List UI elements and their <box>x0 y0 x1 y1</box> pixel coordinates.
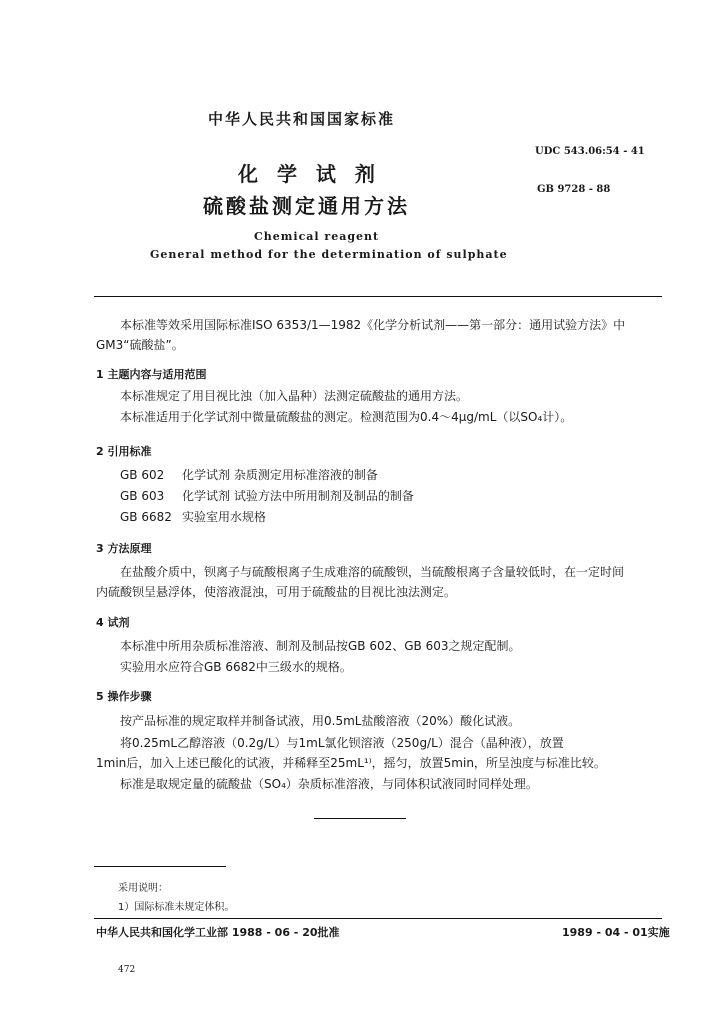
footnote-text: 1）国际标准未规定体积。 <box>118 902 235 913</box>
page-number: 472 <box>118 965 136 975</box>
section-5-line-1: 按产品标准的规定取样并制备试液，用0.5mL盐酸溶液（20%）酸化试液。 <box>120 714 521 728</box>
ref-code: GB 603 <box>120 489 165 503</box>
intro-line-2: GM3“硫酸盐”。 <box>96 338 184 352</box>
title-en-line1: Chemical reagent <box>254 230 380 243</box>
header-divider <box>94 296 662 297</box>
section-1-line-1: 本标准规定了用目视比浊（加入晶种）法测定硫酸盐的通用方法。 <box>120 389 469 403</box>
section-5-line-4: 标准是取规定量的硫酸盐（SO₄）杂质标准溶液，与同体积试液同时同样处理。 <box>120 777 538 791</box>
section-5-line-3: 1min后，加入上述已酸化的试液，并稀释至25mL¹⁾，摇匀，放置5min，所呈浊度与标准比较。 <box>96 756 606 770</box>
section-4-line-2: 实验用水应符合GB 6682中三级水的规格。 <box>120 660 352 674</box>
ref-title: 化学试剂 试验方法中所用制剂及制品的制备 <box>182 489 414 503</box>
section-3-line-2: 内硫酸钡呈悬浮体，使溶液混浊，可用于硫酸盐的目视比浊法测定。 <box>96 585 457 599</box>
gb-number: GB 9728 - 88 <box>537 184 611 195</box>
title-en-line2: General method for the determination of sulphate <box>150 248 508 261</box>
effective-date: 1989 - 04 - 01实施 <box>562 926 670 939</box>
section-1-line-2: 本标准适用于化学试剂中微量硫酸盐的测定。检测范围为0.4～4μg/mL（以SO₄计）。 <box>120 410 573 424</box>
section-5-heading: 5 操作步骤 <box>96 690 152 703</box>
ref-code: GB 602 <box>120 468 165 482</box>
country-standard-title: 中华人民共和国国家标准 <box>208 110 396 128</box>
section-4-heading: 4 试剂 <box>96 616 130 629</box>
udc-number: UDC 543.06:54 - 41 <box>535 146 645 157</box>
ref-title: 实验室用水规格 <box>182 510 267 524</box>
section-5-line-2: 将0.25mL乙醇溶液（0.2g/L）与1mL氯化钡溶液（250g/L）混合（晶种液），放置 <box>120 736 564 750</box>
end-of-text-rule <box>314 818 406 819</box>
section-4-line-1: 本标准中所用杂质标准溶液、制剂及制品按GB 602、GB 603之规定配制。 <box>120 639 521 653</box>
intro-line-1: 本标准等效采用国际标准ISO 6353/1—1982《化学分析试剂——第一部分：通用试验方法》中 <box>120 318 626 332</box>
section-2-heading: 2 引用标准 <box>96 445 152 458</box>
title-cn-line2: 硫酸盐测定通用方法 <box>203 194 410 218</box>
section-3-line-1: 在盐酸介质中，钡离子与硫酸根离子生成难溶的硫酸钡，当硫酸根离子含量较低时，在一定时间 <box>120 565 625 579</box>
section-1-heading: 1 主题内容与适用范围 <box>96 368 207 381</box>
title-cn-line1: 化 学 试 剂 <box>238 162 381 186</box>
ref-code: GB 6682 <box>120 510 172 524</box>
footer-divider <box>94 918 662 919</box>
ref-title: 化学试剂 杂质测定用标准溶液的制备 <box>182 468 378 482</box>
section-3-heading: 3 方法原理 <box>96 542 152 555</box>
footnote-divider <box>94 866 226 867</box>
issuing-authority: 中华人民共和国化学工业部 1988 - 06 - 20批准 <box>96 926 340 939</box>
footnote-label: 采用说明： <box>118 883 168 894</box>
